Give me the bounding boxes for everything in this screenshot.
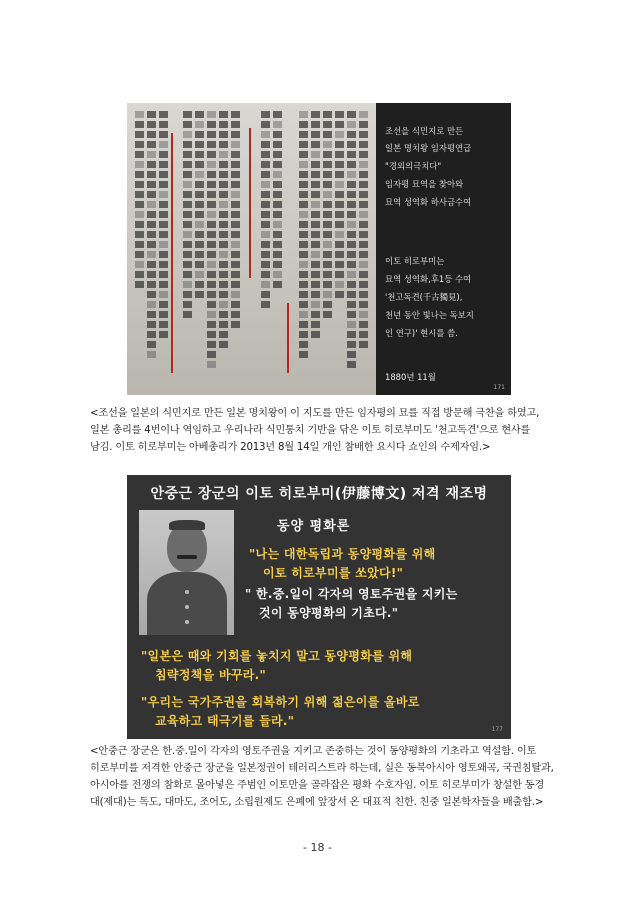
page-number: - 18 - (303, 841, 332, 854)
slide1-text-line: 조선을 식민지로 만든 (385, 126, 464, 136)
quote-line: 이토 히로부미를 쏘았다!" (263, 566, 404, 580)
slide-title: 안중근 장군의 이토 히로부미(伊藤博文) 저격 재조명 (150, 486, 488, 502)
text-column (159, 111, 168, 381)
mustache (177, 555, 197, 559)
slide1-text-line: "경외의극치다" (385, 161, 442, 171)
text-column (219, 111, 228, 381)
text-column (195, 111, 204, 381)
slide-page-number: 171 (493, 384, 505, 391)
slide1-text-line: 임자평 묘역을 찾아와 (385, 179, 464, 189)
quote-line: "나는 대한독립과 동양평화를 위해 (249, 547, 436, 561)
slide-1 (127, 103, 511, 395)
caption-line: 아시아를 전쟁의 참화로 몰아넣은 주범인 이토만을 골라잡은 평화 수호자임. 이토 히로부미가 창설한 동경 (90, 780, 545, 791)
coat-button (185, 620, 189, 624)
red-underline (287, 303, 289, 373)
slide-page-number: 177 (491, 726, 503, 733)
slide1-text-line: 이토 히로부미는 (385, 256, 445, 266)
hair (169, 520, 205, 530)
coat-button (185, 590, 189, 594)
caption-line: 대(제대)는 독도, 대마도, 조어도, 소립원제도 은폐에 앞장서 온 대표적 친한. 친중 일본학자들을 배출함.> (90, 797, 544, 808)
slide1-text-line: 일본 명치왕 임자평연급 (385, 143, 472, 153)
caption-line: 일본 총리를 4번이나 역임하고 우리나라 식민통치 기반을 닦은 이토 히로부미도 '천고독견'으로 현사를 (90, 425, 531, 436)
text-column (147, 111, 156, 381)
text-column (231, 111, 240, 381)
caption-line: 남김. 이토 히로부미는 아베총리가 2013년 8월 14일 개인 참배한 요시다 쇼인의 수제자임.> (90, 442, 491, 453)
red-underline (249, 128, 251, 278)
slide1-text-line: 인 연구)' 현시를 씀. (385, 328, 458, 338)
slide1-text-line: 천년 동안 빛나는 독보지 (385, 310, 474, 320)
text-column (273, 111, 282, 381)
text-column (323, 111, 332, 381)
quote-line: "우리는 국가주권을 회복하기 위해 젊은이를 올바로 (141, 695, 420, 709)
text-column (183, 111, 192, 381)
quote-line: 교육하고 태극기를 들라." (155, 714, 295, 728)
text-column (135, 111, 144, 381)
slide-subtitle: 동양 평화론 (277, 519, 351, 534)
quote-line: 침략정책을 바꾸라." (155, 668, 267, 682)
text-column (311, 111, 320, 381)
slide-2 (127, 475, 511, 739)
caption-line: 히로부미를 저격한 안중근 장군을 일본정권이 테러리스트라 하는데, 실은 동북아시아 영토왜곡, 국권침탈과, (90, 763, 554, 774)
slide1-text-line: 묘역 성역화 하사금수여 (385, 197, 472, 207)
document-photo (127, 103, 376, 395)
slide1-text-line: 묘역 성역화,후1등 수여 (385, 274, 472, 284)
quote-line: "일본은 때와 기회를 놓치지 말고 동양평화를 위해 (141, 649, 413, 663)
quote-line: 것이 동양평화의 기초다." (259, 606, 399, 620)
text-column (299, 111, 308, 381)
text-column (261, 111, 270, 381)
slide1-text-line: '천고독견(千古獨見), (385, 292, 463, 302)
caption-line: <안중근 장군은 한.중.일이 각자의 영토주권을 지키고 존중하는 것이 동양평화의 기초라고 역설함. 이토 (90, 746, 537, 757)
text-column (207, 111, 216, 381)
text-column (359, 111, 368, 381)
caption-line: <조선을 일본의 식민지로 만든 일본 명치왕이 이 지도를 만든 임자평의 묘를 직접 방문해 극찬을 하였고, (90, 408, 540, 419)
portrait-photo (139, 510, 234, 635)
coat (147, 572, 227, 635)
text-column (335, 111, 344, 381)
quote-line: " 한.중.일이 각자의 영토주권을 지키는 (245, 587, 458, 601)
red-underline (171, 133, 173, 373)
text-column (347, 111, 356, 381)
coat-button (185, 605, 189, 609)
slide1-text-line: 1880년 11월 (385, 372, 436, 382)
